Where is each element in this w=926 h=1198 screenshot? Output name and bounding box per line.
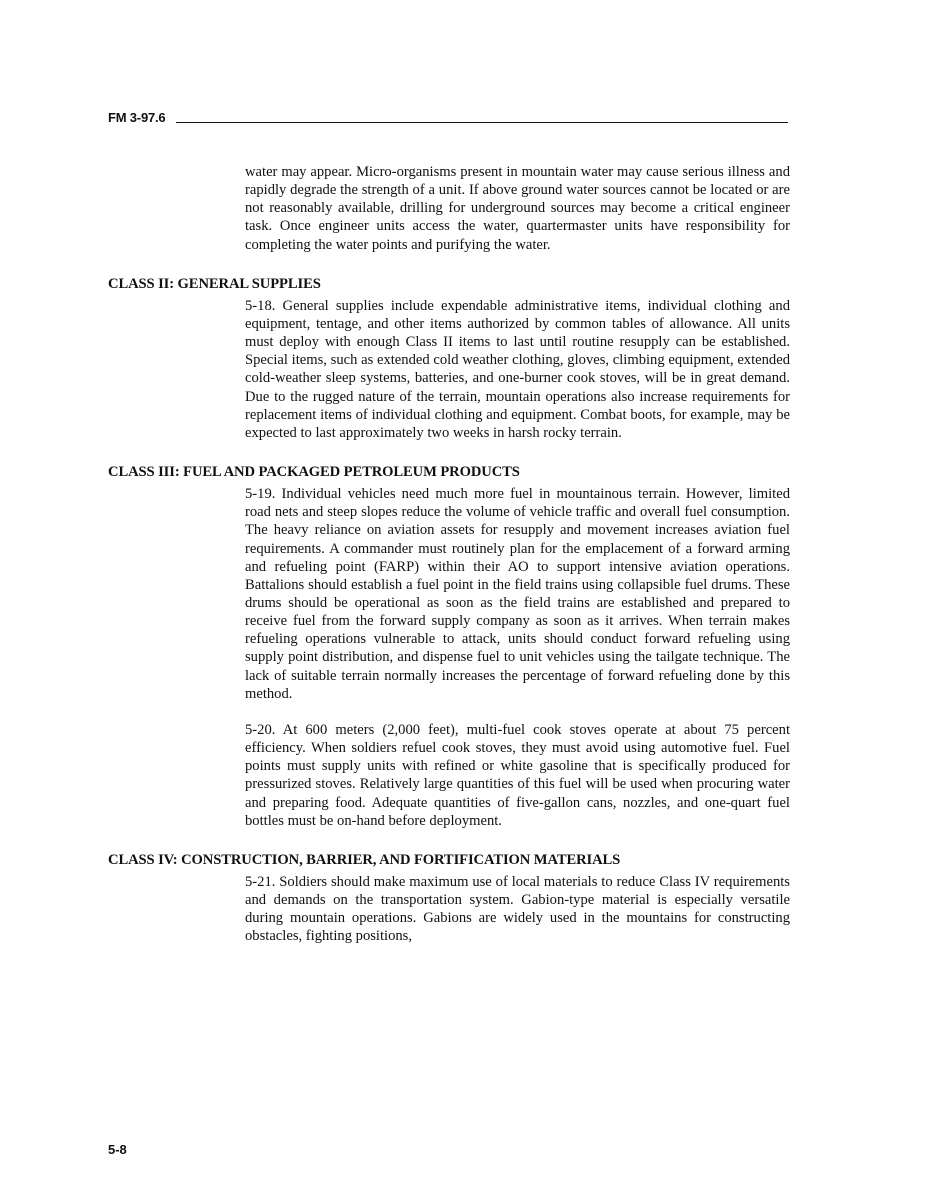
page-header [108, 110, 788, 128]
section-heading-class-iii: CLASS III: FUEL AND PACKAGED PETROLEUM PRODUCTS [108, 464, 520, 481]
page-number: 5-8 [108, 1142, 127, 1157]
header-rule [176, 122, 788, 123]
section-heading-class-ii: CLASS II: GENERAL SUPPLIES [108, 275, 321, 292]
document-id: FM 3-97.6 [108, 110, 166, 125]
body-paragraph-5-21: 5-21. Soldiers should make maximum use of local materials to reduce Class IV requirements and demands on the transportation system. Gabion-type material is especially versatile during mountain operations. Gabions are widely used in the mountains for constructing obstacles, fighting positions, [245, 873, 790, 945]
page-content [108, 163, 790, 945]
body-paragraph-5-18: 5-18. General supplies include expendable administrative items, individual clothing and equipment, tentage, and other items authorized by common tables of allowance. All units must deploy with enough Class II items to last until routine resupply can be established. Special items, such as extended cold weather clothing, gloves, climbing equipment, extended cold-weather sleep systems, batteries, and one-burner cook stoves, will be in great demand. Due to the rugged nature of the terrain, mountain operations also increase requirements for replacement items of individual clothing and equipment. Combat boots, for example, may be expected to last approximately two weeks in harsh rocky terrain. [245, 297, 790, 441]
body-paragraph-5-20: 5-20. At 600 meters (2,000 feet), multi-fuel cook stoves operate at about 75 percent efficiency. When soldiers refuel cook stoves, they must avoid using automotive fuel. Fuel points must supply units with refined or white gasoline that is specifically produced for pressurized stoves. Relatively large quantities of this fuel will be used when procuring water and preparing food. Adequate quantities of five-gallon cans, nozzles, and one-quart fuel bottles must be on-hand before deployment. [245, 721, 790, 829]
body-paragraph: water may appear. Micro-organisms present in mountain water may cause serious illness and rapidly degrade the strength of a unit. If above ground water sources cannot be located or are not reasonably available, drilling for underground sources may become a critical engineer task. Once engineer units access the water, quartermaster units have responsibility for completing the water points and purifying the water. [245, 164, 790, 253]
section-heading-class-iv: CLASS IV: CONSTRUCTION, BARRIER, AND FORTIFICATION MATERIALS [108, 851, 621, 868]
body-paragraph-5-19: 5-19. Individual vehicles need much more fuel in mountainous terrain. However, limited road nets and steep slopes reduce the volume of vehicle traffic and overall fuel consumption. The heavy reliance on aviation assets for resupply and movement increases aviation fuel requirements. A commander must routinely plan for the emplacement of a forward arming and refueling point (FARP) within their AO to support intensive aviation operations. Battalions should establish a fuel point in the field trains using collapsible fuel drums. These drums should be operational as soon as the field trains are established and prepared to receive fuel from the forward supply company as soon as it arrives. When terrain makes refueling operations vulnerable to attack, units should conduct forward refueling using supply point distribution, and dispense fuel to unit vehicles using the tailgate technique. The lack of suitable terrain normally increases the percentage of forward refueling done by this method. [245, 486, 790, 702]
